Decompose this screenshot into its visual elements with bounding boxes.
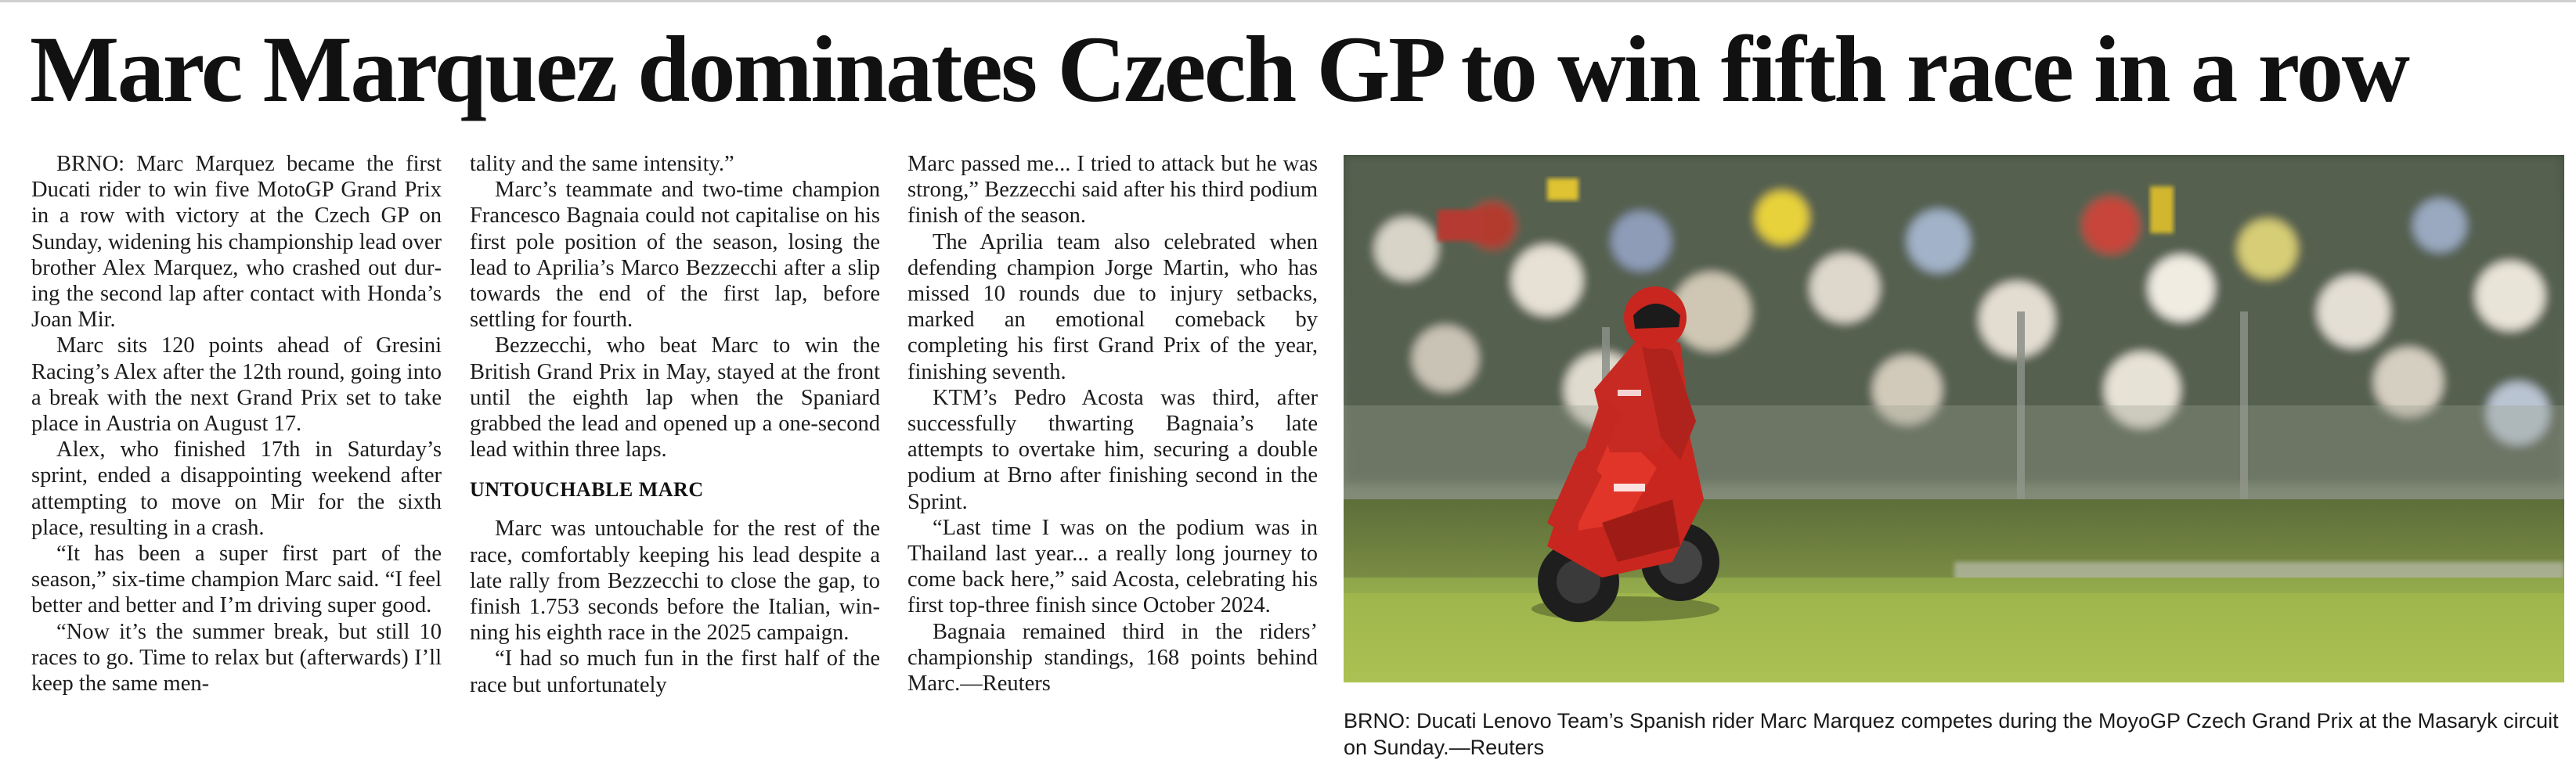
paragraph-continued: Marc passed me... I tried to attack but he was strong,” Bezzecchi said after his third podium finish of the season. bbox=[907, 152, 1318, 229]
photo-caption: BRNO: Ducati Lenovo Team’s Spanish rider Marc Marquez competes during the MoyoGP Czech Grand Prix at the Masaryk circuit on Sunday.—Reuters bbox=[1344, 709, 2559, 759]
article-column-2 bbox=[470, 151, 880, 769]
paragraph: Marc’s teammate and two-time champion Francesco Bagnaia could not capitalise on his first pole position of the season, losing the lead to Aprilia’s Marco Bezzecchi after a slip towards the end of the first lap, before settling for fourth. bbox=[470, 178, 880, 333]
paragraph: KTM’s Pedro Acosta was third, after successfully thwarting Bagnaia’s late attempts to overtake him, securing a double podium at Brno after finishing second in the Sprint. bbox=[907, 385, 1318, 514]
paragraph-continued: tality and the same intensity.” bbox=[470, 152, 734, 176]
top-rule bbox=[0, 0, 2576, 2]
paragraph: Bagnaia remained third in the riders’ championship standings, 168 points behind Marc.—Reuters bbox=[907, 619, 1318, 697]
paragraph: “Now it’s the summer break, but still 10 races to go. Time to relax but (afterwards) I’ll keep the same men- bbox=[31, 619, 442, 697]
paragraph: BRNO: Marc Marquez became the first Ducati rider to win five MotoGP Grand Prix in a row with victory at the Czech GP on Sunday, widening his championship lead over brother Alex Marquez, who crashed out during the second lap after contact with Honda’s Joan Mir. bbox=[31, 152, 442, 333]
paragraph: “I had so much fun in the first half of the race but unfortunately bbox=[470, 646, 880, 697]
subheading: UNTOUCHABLE MARC bbox=[470, 478, 704, 502]
motogp-rider-photo bbox=[1344, 155, 2564, 682]
paragraph: Marc sits 120 points ahead of Gresini Racing’s Alex after the 12th round, going into a break with the next Grand Prix set to take place in Austria on August 17. bbox=[31, 333, 442, 437]
paragraph: Bezzecchi, who beat Marc to win the British Grand Prix in May, stayed at the front until the eighth lap when the Spaniard grabbed the lead and opened up a one-second lead within three laps. bbox=[470, 333, 880, 463]
paragraph: Marc was untouchable for the rest of the race, comfortably keeping his lead despite a late rally from Bezzecchi to close the gap, to finish 1.753 seconds before the Italian, winning his eighth race in the 2025 campaign. bbox=[470, 517, 880, 646]
paragraph: “It has been a super first part of the season,” six-time champion Marc said. “I feel better and better and I’m driving super good. bbox=[31, 542, 442, 618]
paragraph: The Aprilia team also celebrated when defending champion Jorge Martin, who has missed 10 rounds due to injury setbacks, marked an emotional comeback by completing his first Grand Prix of the year, finishing seventh. bbox=[907, 229, 1318, 384]
article-column-3 bbox=[907, 151, 1318, 769]
paragraph: “Last time I was on the podium was in Thailand last year... a really long journey to come back here,” said Acosta, celebrating his first top-three finish since October 2024. bbox=[907, 515, 1318, 618]
paragraph: Alex, who finished 17th in Saturday’s sprint, ended a disappointing weekend after attempting to move on Mir for the sixth place, resulting in a crash. bbox=[31, 437, 442, 540]
article-column-1 bbox=[31, 151, 442, 769]
headline: Marc Marquez dominates Czech GP to win fifth race in a row bbox=[30, 17, 2408, 122]
